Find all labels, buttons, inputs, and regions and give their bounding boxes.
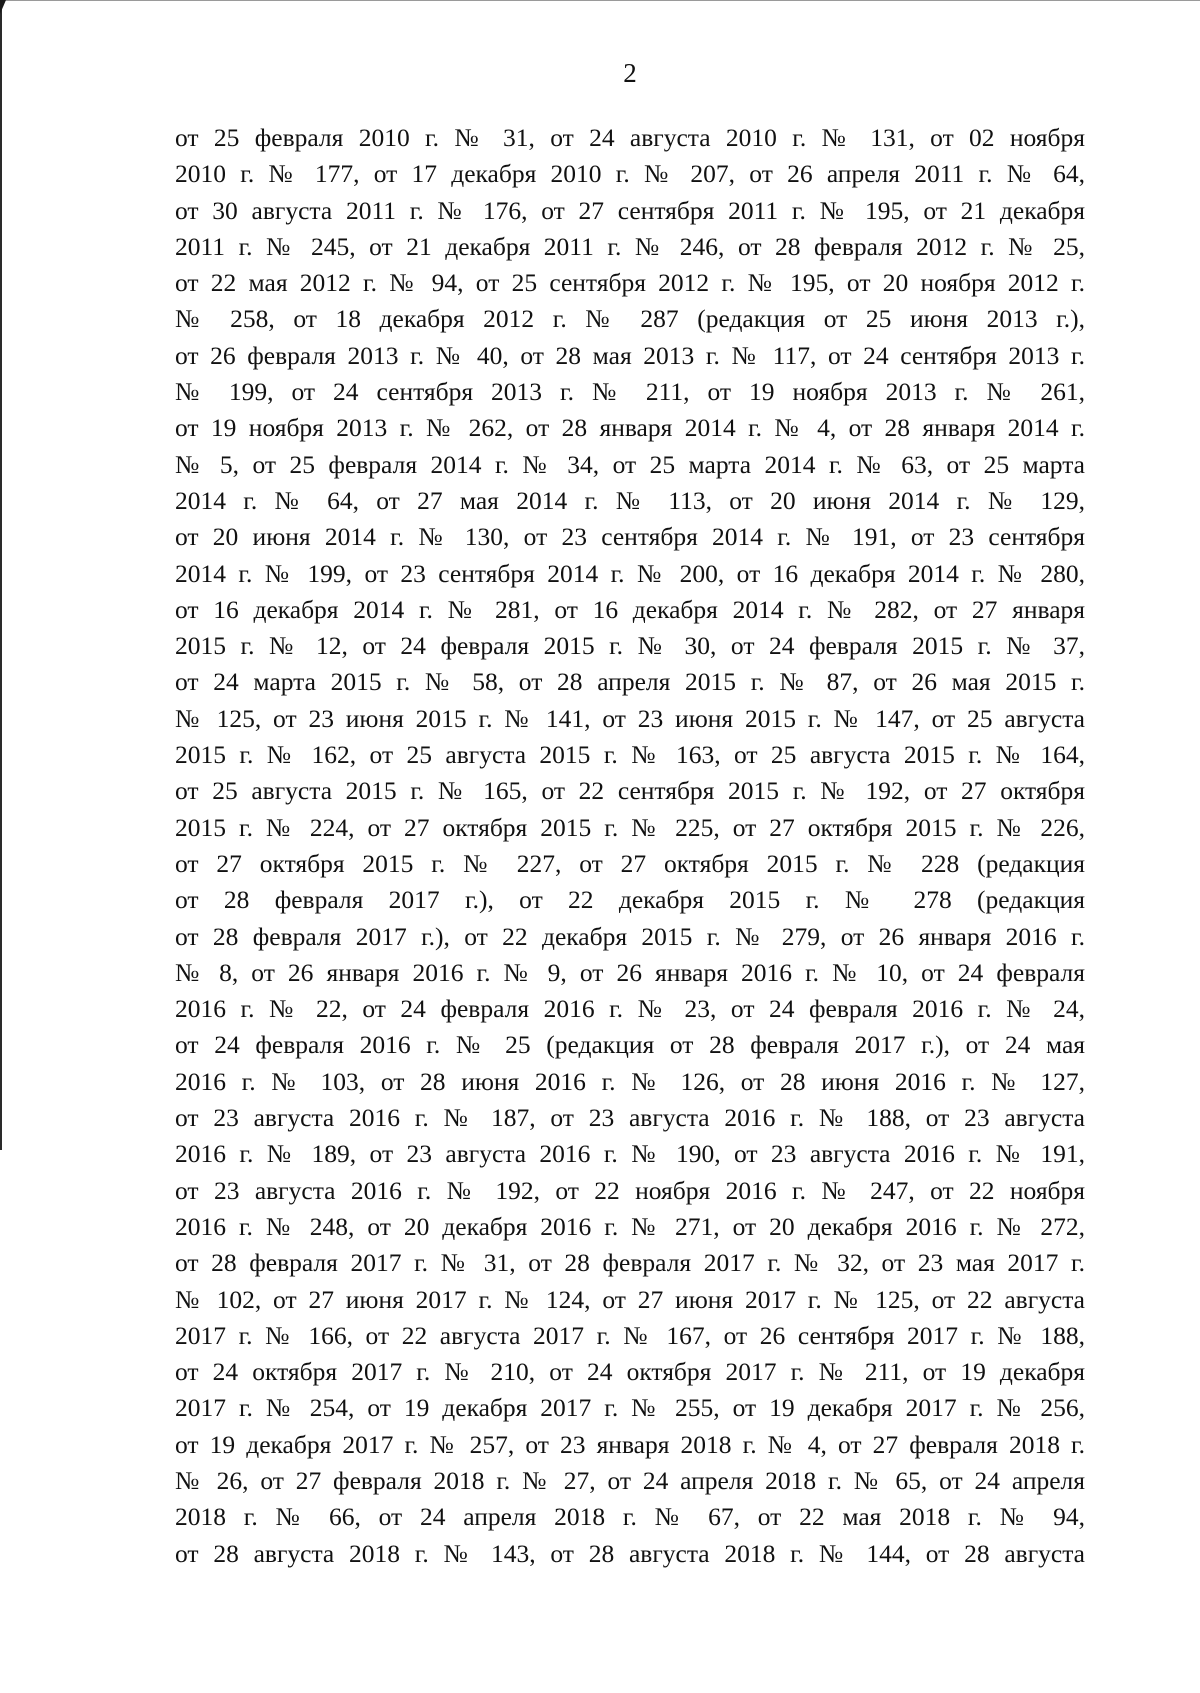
scan-left-edge bbox=[0, 0, 2, 1150]
scan-top-edge bbox=[0, 0, 1200, 1]
text-line: 2017 г. № 166, от 22 августа 2017 г. № 167, от 26 сентября 2017 г. № 188, bbox=[175, 1320, 1085, 1350]
text-line: от 23 августа 2016 г. № 187, от 23 августа 2016 г. № 188, от 23 августа bbox=[175, 1103, 1085, 1133]
text-line: от 25 февраля 2010 г. № 31, от 24 августа 2010 г. № 131, от 02 ноября bbox=[175, 123, 1085, 152]
text-line: от 23 августа 2016 г. № 192, от 22 ноября 2016 г. № 247, от 22 ноября bbox=[175, 1175, 1085, 1205]
text-line: 2014 г. № 64, от 27 мая 2014 г. № 113, от 20 июня 2014 г. № 129, bbox=[175, 485, 1085, 515]
text-line: от 28 февраля 2017 г.), от 22 декабря 2015 г. № 279, от 26 января 2016 г. bbox=[175, 921, 1085, 951]
text-line: 2018 г. № 66, от 24 апреля 2018 г. № 67, от 22 мая 2018 г. № 94, bbox=[175, 1502, 1085, 1532]
document-body bbox=[175, 120, 1085, 1572]
text-line: от 22 мая 2012 г. № 94, от 25 сентября 2012 г. № 195, от 20 ноября 2012 г. bbox=[175, 268, 1085, 298]
text-line: 2015 г. № 162, от 25 августа 2015 г. № 163, от 25 августа 2015 г. № 164, bbox=[175, 740, 1085, 770]
text-line: от 25 августа 2015 г. № 165, от 22 сентября 2015 г. № 192, от 27 октября bbox=[175, 776, 1085, 806]
text-line: № 125, от 23 июня 2015 г. № 141, от 23 июня 2015 г. № 147, от 25 августа bbox=[175, 703, 1085, 733]
text-line: от 19 ноября 2013 г. № 262, от 28 января 2014 г. № 4, от 28 января 2014 г. bbox=[175, 413, 1085, 443]
page-number: 2 bbox=[623, 58, 637, 88]
text-line: 2016 г. № 22, от 24 февраля 2016 г. № 23, от 24 февраля 2016 г. № 24, bbox=[175, 994, 1085, 1024]
text-line: от 19 декабря 2017 г. № 257, от 23 января 2018 г. № 4, от 27 февраля 2018 г. bbox=[175, 1429, 1085, 1459]
text-line: № 258, от 18 декабря 2012 г. № 287 (редакция от 25 июня 2013 г.), bbox=[175, 304, 1085, 334]
text-line: от 20 июня 2014 г. № 130, от 23 сентября 2014 г. № 191, от 23 сентября bbox=[175, 522, 1085, 552]
text-line: № 8, от 26 января 2016 г. № 9, от 26 января 2016 г. № 10, от 24 февраля bbox=[175, 957, 1085, 987]
text-line: № 26, от 27 февраля 2018 г. № 27, от 24 апреля 2018 г. № 65, от 24 апреля bbox=[175, 1465, 1085, 1495]
text-line: 2010 г. № 177, от 17 декабря 2010 г. № 207, от 26 апреля 2011 г. № 64, bbox=[175, 159, 1085, 189]
text-line: от 30 августа 2011 г. № 176, от 27 сентября 2011 г. № 195, от 21 декабря bbox=[175, 195, 1085, 225]
text-line: от 28 февраля 2017 г. № 31, от 28 февраля 2017 г. № 32, от 23 мая 2017 г. bbox=[175, 1248, 1085, 1278]
text-line: 2016 г. № 189, от 23 августа 2016 г. № 190, от 23 августа 2016 г. № 191, bbox=[175, 1139, 1085, 1169]
text-line: от 26 февраля 2013 г. № 40, от 28 мая 2013 г. № 117, от 24 сентября 2013 г. bbox=[175, 340, 1085, 370]
text-line: № 102, от 27 июня 2017 г. № 124, от 27 июня 2017 г. № 125, от 22 августа bbox=[175, 1284, 1085, 1314]
text-line: 2014 г. № 199, от 23 сентября 2014 г. № 200, от 16 декабря 2014 г. № 280, bbox=[175, 558, 1085, 588]
text-line: от 28 февраля 2017 г.), от 22 декабря 2015 г. № 278 (редакция bbox=[175, 885, 1085, 915]
text-line: от 24 марта 2015 г. № 58, от 28 апреля 2015 г. № 87, от 26 мая 2015 г. bbox=[175, 667, 1085, 697]
text-line: от 24 февраля 2016 г. № 25 (редакция от 28 февраля 2017 г.), от 24 мая bbox=[175, 1030, 1085, 1060]
text-line: от 27 октября 2015 г. № 227, от 27 октября 2015 г. № 228 (редакция bbox=[175, 848, 1085, 878]
scan-corner-mark bbox=[0, 0, 6, 14]
text-line: от 28 августа 2018 г. № 143, от 28 августа 2018 г. № 144, от 28 августа bbox=[175, 1538, 1085, 1568]
text-line: 2015 г. № 224, от 27 октября 2015 г. № 225, от 27 октября 2015 г. № 226, bbox=[175, 812, 1085, 842]
text-line: № 199, от 24 сентября 2013 г. № 211, от 19 ноября 2013 г. № 261, bbox=[175, 377, 1085, 407]
text-line: 2016 г. № 103, от 28 июня 2016 г. № 126, от 28 июня 2016 г. № 127, bbox=[175, 1066, 1085, 1096]
text-line: 2016 г. № 248, от 20 декабря 2016 г. № 271, от 20 декабря 2016 г. № 272, bbox=[175, 1211, 1085, 1241]
text-line: 2011 г. № 245, от 21 декабря 2011 г. № 246, от 28 февраля 2012 г. № 25, bbox=[175, 231, 1085, 261]
text-line: 2015 г. № 12, от 24 февраля 2015 г. № 30, от 24 февраля 2015 г. № 37, bbox=[175, 631, 1085, 661]
text-line: 2017 г. № 254, от 19 декабря 2017 г. № 255, от 19 декабря 2017 г. № 256, bbox=[175, 1393, 1085, 1423]
text-line: № 5, от 25 февраля 2014 г. № 34, от 25 марта 2014 г. № 63, от 25 марта bbox=[175, 449, 1085, 479]
text-line: от 16 декабря 2014 г. № 281, от 16 декабря 2014 г. № 282, от 27 января bbox=[175, 594, 1085, 624]
text-line: от 24 октября 2017 г. № 210, от 24 октября 2017 г. № 211, от 19 декабря bbox=[175, 1357, 1085, 1387]
